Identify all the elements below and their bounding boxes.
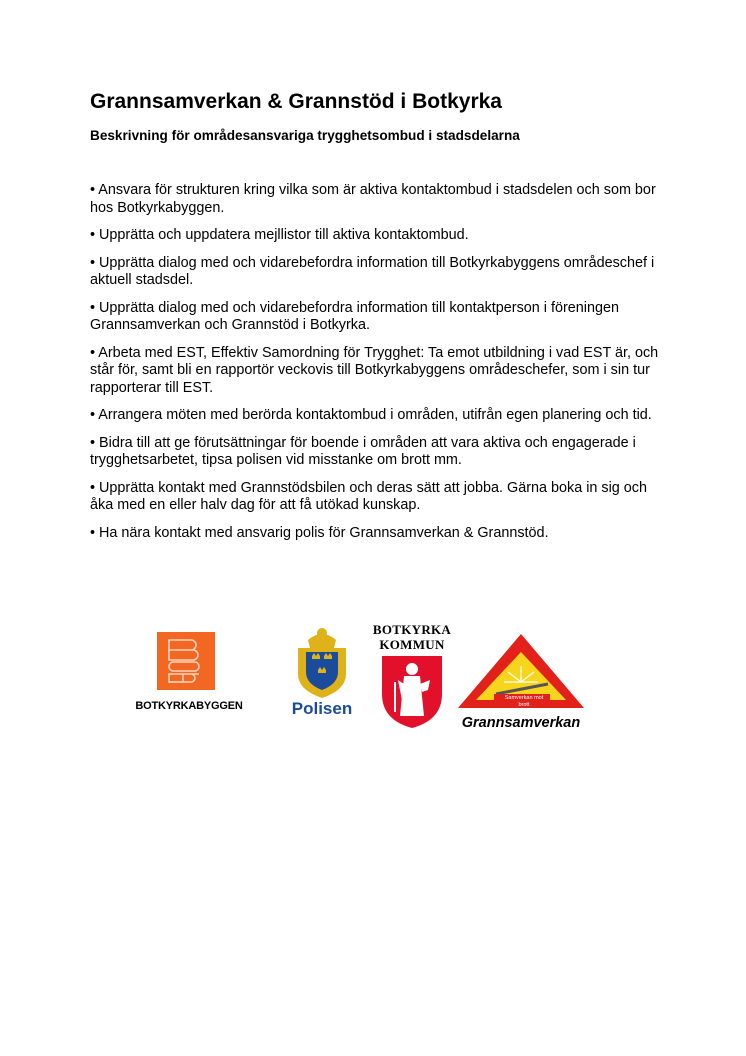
polisen-label: Polisen [291,699,353,718]
list-item: • Upprätta dialog med och vidarebefordra information till Botkyrkabyggens områdeschef i aktuell stadsdel. [90,254,655,288]
kommun-label-line2: KOMMUN [379,637,445,652]
grannsamverkan-logo [456,632,586,732]
list-item: • Ansvara för strukturen kring vilka som är aktiva kontaktombud i stadsdelen och som bor hos Botkyrkabyggen. [90,182,656,216]
grannsamverkan-label: Grannsamverkan [461,715,581,731]
kommun-label [366,622,458,652]
responsibility-list [90,182,670,552]
coat-of-arms-icon [378,654,446,730]
list-item: • Ha nära kontakt med ansvarig polis för Grannsamverkan & Grannstöd. [90,524,549,541]
kommun-label-line1: BOTKYRKA [372,622,452,637]
grannsamverkan-band-label: Samverkan mot brott [504,695,544,708]
list-item: • Upprätta och uppdatera mejllistor till aktiva kontaktombud. [90,227,469,243]
botkyrkabyggen-label: BOTKYRKABYGGEN [135,700,243,712]
botkyrka-kommun-logo [366,622,458,732]
list-item: • Bidra till att ge förutsättningar för boende i områden att vara aktiva och engagerade i trygghetsarbetet, tipsa polisen vid misstanke om brott mm. [90,434,636,468]
page-subtitle: Beskrivning för områdesansvariga trygghetsombud i stadsdelarna [90,128,520,143]
list-item: • Arbeta med EST, Effektiv Samordning för Trygghet: Ta emot utbildning i vad EST är, och står för, samt bli en rapportör veckovis till Botkyrkabyggens områdeschefer, som i sin tur rapporterar till EST. [90,344,659,396]
list-item: • Upprätta kontakt med Grannstödsbilen och deras sätt att jobba. Gärna boka in sig och åka med en eller halv dag för att få utökad kunskap. [90,479,647,513]
list-item: • Arrangera möten med berörda kontaktombud i områden, utifrån egen planering och tid. [90,407,652,423]
polisen-logo [286,624,358,722]
list-item: • Upprätta dialog med och vidarebefordra information till kontaktperson i föreningen Grannsamverkan och Grannstöd i Botkyrka. [90,299,619,333]
botkyrkabyggen-logo [114,632,264,716]
page-title: Grannsamverkan & Grannstöd i Botkyrka [90,90,502,113]
boby-logo-icon [157,632,215,690]
police-crest-icon [286,624,358,700]
